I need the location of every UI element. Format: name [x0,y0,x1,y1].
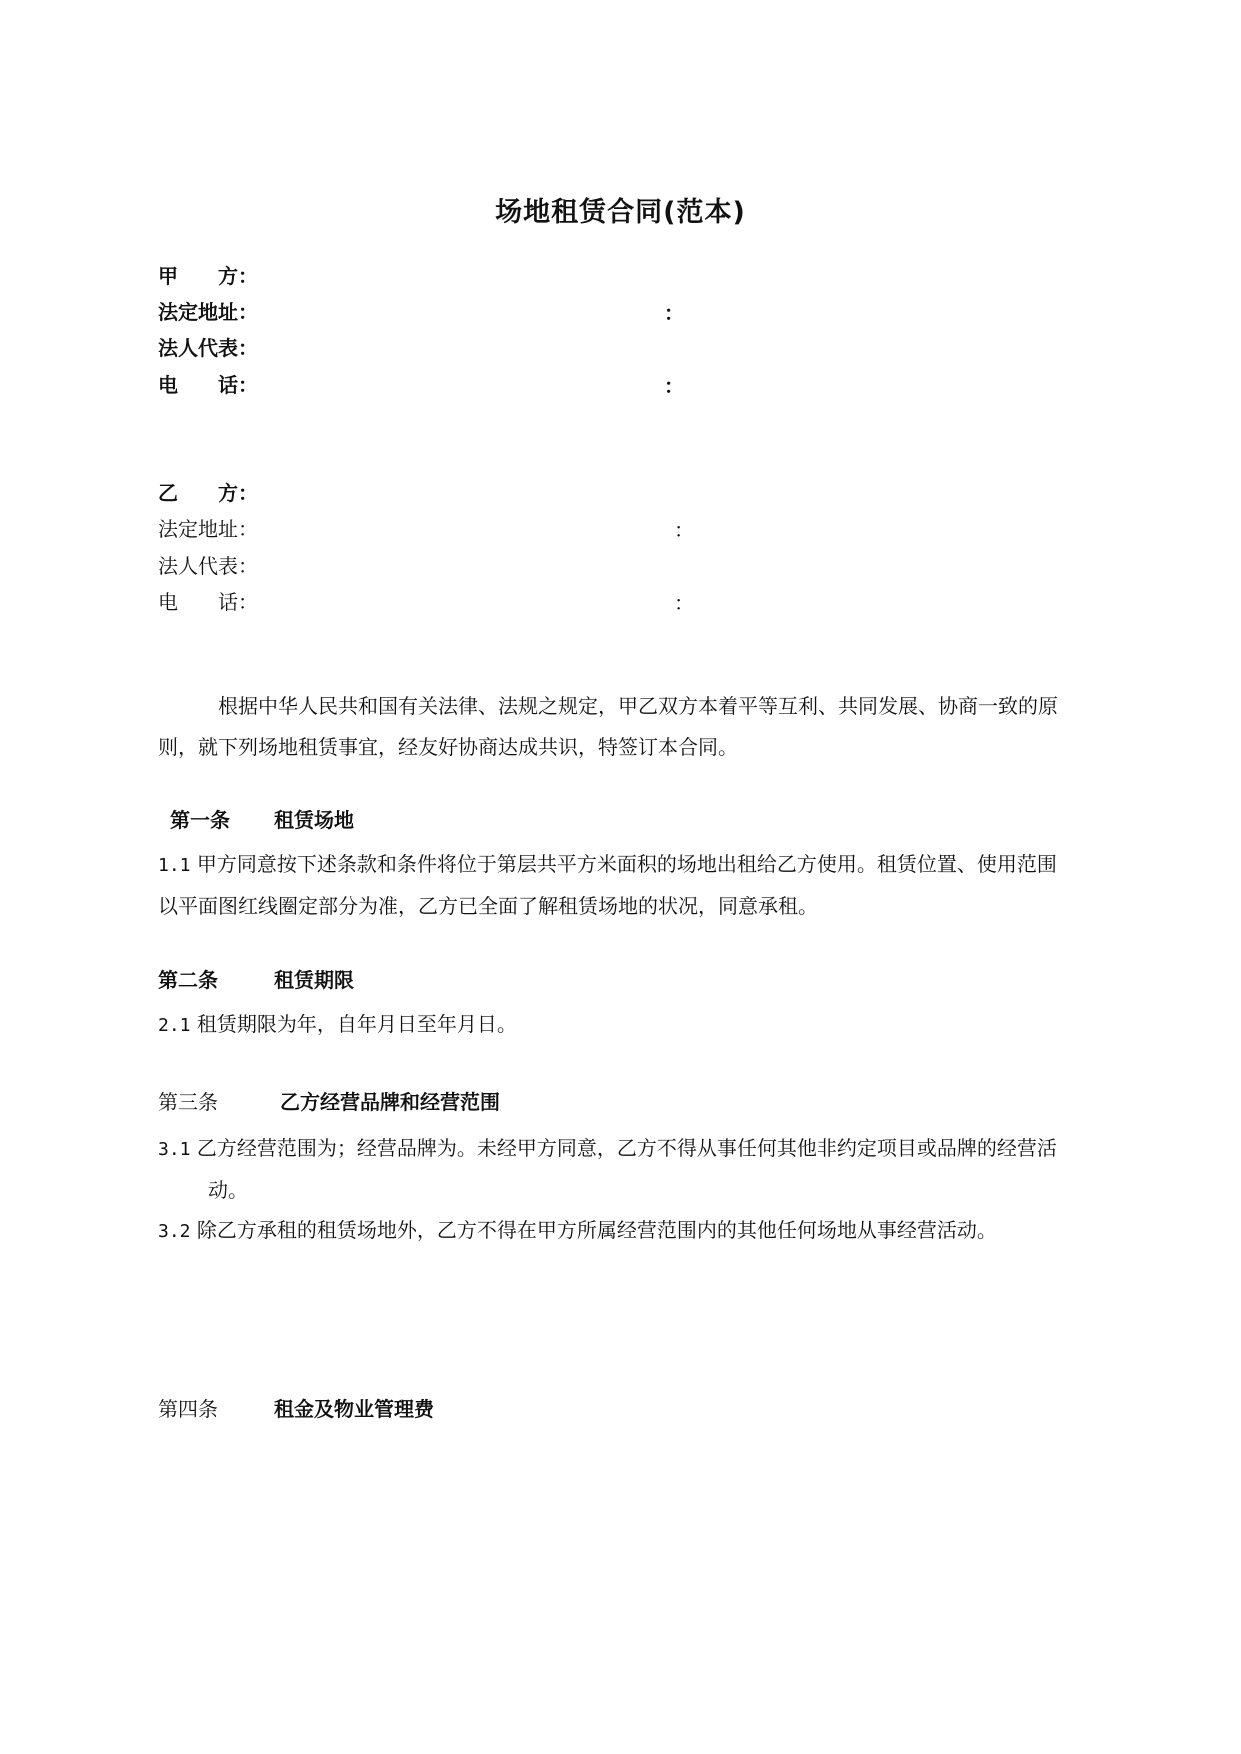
article-4-title: 租金及物业管理费 [274,1397,434,1421]
party-b-phone-colon: ： [674,591,694,615]
party-b-address-label: 法定地址： [158,517,258,541]
article-3-title: 乙方经营品牌和经营范围 [280,1090,500,1114]
party-b-address-colon: ： [674,518,694,542]
party-a-rep-label: 法人代表： [158,336,258,360]
clause-3-1-text: 乙方经营范围为；经营品牌为。未经甲方同意，乙方不得从事任何其他非约定项目或品牌的经营活动。 [196,1136,1057,1202]
party-a-phone-colon: ： [664,374,684,398]
party-b-name-label: 乙 方： [158,481,258,505]
article-2-number: 第二条 [158,968,218,992]
preamble-paragraph: 根据中华人民共和国有关法律、法规之规定，甲乙双方本着平等互利、共同发展、协商一致的原则，就下列场地租赁事宜，经友好协商达成共识，特签订本合同。 [158,694,1058,759]
clause-3-1-number: 3.1 [158,1139,191,1160]
clause-3-2 [158,1210,1058,1252]
clause-3-2-number: 3.2 [158,1221,191,1242]
clause-1-1-number: 1.1 [158,855,191,876]
article-4-number: 第四条 [158,1397,218,1421]
clause-1-1-text: 甲方同意按下述条款和条件将位于第层共平方米面积的场地出租给乙方使用。租赁位置、使用范围以平面图红线圈定部分为准，乙方已全面了解租赁场地的状况，同意承租。 [158,852,1057,918]
clause-3-2-text: 除乙方承租的租赁场地外，乙方不得在甲方所属经营范围内的其他任何场地从事经营活动。 [196,1218,997,1242]
article-1-title: 租赁场地 [274,808,354,832]
party-b-phone-label: 电 话： [158,590,258,614]
article-1-number: 第一条 [170,808,230,832]
article-3-number: 第三条 [158,1090,218,1114]
document-title: 场地租赁合同(范本) [495,197,746,228]
clause-3-1 [158,1128,1058,1211]
clause-2-1 [158,1004,1048,1046]
clause-1-1 [158,844,1058,927]
clause-2-1-text: 租赁期限为年，自年月日至年月日。 [196,1012,517,1036]
party-a-phone-label: 电 话： [158,373,258,397]
party-a-address-colon: ： [664,301,684,325]
article-2-title: 租赁期限 [274,968,354,992]
clause-2-1-number: 2.1 [158,1015,191,1036]
party-b-rep-label: 法人代表： [158,554,258,578]
party-a-name-label: 甲 方： [158,264,258,288]
party-a-address-label: 法定地址： [158,300,258,324]
